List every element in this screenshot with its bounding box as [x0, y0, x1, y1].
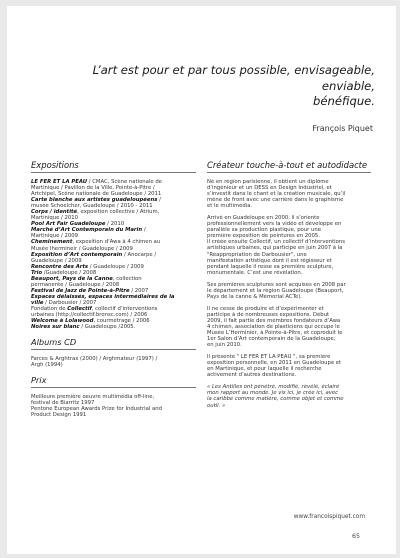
albums-line: Argh (1994)	[31, 362, 63, 369]
exposition-detail: , collectif d’interventions	[91, 305, 158, 312]
albums-line: Farces & Arghtrax (2000) / Arghmateur (1997) /	[31, 356, 158, 363]
albums-heading: Albums CD	[31, 337, 196, 350]
exposition-title: Noires sur blanc	[31, 324, 80, 331]
biography-line: la caribbe comme matière, comme objet et comme	[207, 396, 344, 403]
biography-line: parallèle sa production plastique, pour une	[207, 227, 321, 234]
exposition-title: Collectif	[67, 305, 92, 312]
exposition-detail: , exposition collective / Atrium,	[77, 209, 160, 216]
document-page	[7, 6, 396, 554]
biography-line: "Réappropriation de Darbousier", une	[207, 251, 307, 258]
biography-line: Pays de la canne & Memorial ACTe).	[207, 293, 302, 300]
biography-line: participe à de nombreuses expositions. Début	[207, 311, 330, 318]
prix-line: Product Design 1991	[31, 412, 87, 419]
biography-line: d’ingénieur et un DESS en Design Industriel, et	[207, 185, 332, 192]
exposition-detail: Martinique / 2010	[31, 215, 78, 222]
exposition-title: Welcome à Lolawood	[31, 318, 94, 325]
epigraph-quote	[51, 63, 375, 110]
website-link[interactable]: www.francoispiquet.com	[293, 514, 365, 520]
biography-line: activement d’autres destinations.	[207, 372, 297, 379]
biography-paragraph	[207, 215, 371, 275]
biography-line: Musée L’Herminier, à Pointe-à-Pitre, et coproduit le	[207, 330, 343, 337]
biography-line: Arrivé en Guadeloupe en 2000, il s’oriente	[207, 215, 320, 222]
biography-line: en Martinique, et pour laquelle il recherche	[207, 366, 322, 373]
quote-line: L’art est pour et par tous possible, envisageable, enviable,	[92, 63, 375, 93]
biography-line: manifestation artistique dont il est régisseur et	[207, 257, 332, 264]
biography-line: Il créée ensuite Collectif, un collectif d’interventions	[207, 239, 346, 246]
biography-line: pendant laquelle il resse sa première sculpture,	[207, 263, 334, 270]
exposition-title: Rencontre des Arts	[31, 263, 89, 270]
exposition-title: Corps / identité	[31, 209, 78, 216]
exposition-detail: /	[142, 227, 146, 234]
exposition-title: Festival de Jazz de Pointe-à-Pitre	[31, 287, 130, 294]
exposition-title: Marché d’Art Contemporain du Marin	[31, 227, 143, 234]
expositions-list	[31, 179, 196, 330]
biography-paragraph	[207, 179, 371, 209]
exposition-detail: / CMAC, Scène nationale de	[87, 179, 162, 185]
exposition-detail: / 2007	[129, 287, 149, 294]
prix-line: Meilleure première oeuvre multimédia off-line,	[31, 394, 155, 401]
exposition-detail: musée Schoelcher, Guadeloupe / 2010 - 2011	[31, 203, 153, 210]
biography-line: Né en région parisienne, il obtient un diplôme	[207, 179, 329, 185]
biography-line: en juin 2010.	[207, 342, 242, 349]
exposition-detail: , collection	[112, 275, 142, 282]
exposition-detail: Fondation de	[31, 305, 68, 312]
exposition-title: Carte blanche aux artistes guadeloupéens	[31, 197, 158, 204]
biography-line: et le multimédia.	[207, 203, 253, 210]
biography-heading: Créateur touche-à-tout et autodidacte	[207, 160, 371, 173]
exposition-title: Pool Art Fair Guadeloupe	[31, 221, 106, 228]
biography-line: mon rapport au monde. Je vis ici, je crée ici, avec	[207, 390, 339, 397]
exposition-detail: Guadeloupe / 2009	[31, 257, 82, 264]
exposition-title: Beauport, Pays de la Canne	[31, 275, 113, 282]
exposition-detail: / 2010	[105, 221, 125, 228]
biography-line: le département et la région Guadeloupe (Beauport,	[207, 287, 344, 294]
artist-quote-paragraph	[207, 384, 371, 408]
right-column	[207, 160, 371, 415]
exposition-detail: / Anocarpe /	[122, 251, 157, 258]
left-column	[31, 160, 196, 418]
prix-heading: Prix	[31, 375, 196, 388]
exposition-detail: /	[157, 197, 161, 204]
exposition-detail: , courmétrage / 2006	[93, 318, 150, 325]
exposition-title: Exposition d’Art contemporain	[31, 251, 123, 258]
biography-paragraph	[207, 354, 371, 378]
exposition-title: Cheminement	[31, 239, 73, 246]
exposition-detail: Martinique / Pavillon de la Ville, Pointe-à-Pitre /	[31, 185, 155, 192]
expositions-heading: Expositions	[31, 160, 196, 173]
page-number: 65	[351, 533, 360, 540]
exposition-detail: urbaines (http://collectif.bronsc.com) / 2006	[31, 312, 148, 319]
exposition-detail: / Guadeloupe /2005.	[79, 324, 136, 331]
exposition-detail: /Guadeloupe / 2008	[42, 269, 97, 276]
exposition-detail: Martinique / 2009	[31, 233, 78, 240]
biography-paragraph	[207, 282, 371, 300]
exposition-title: Trio	[31, 269, 43, 276]
biography-line: s’investit dans le chant et la création musicale, qu’il	[207, 191, 346, 198]
biography-line: artistiques urbaines, qui participe en juin 2007 à la	[207, 245, 343, 252]
biography-line: exposition personnelle, en 2011 en Guadeloupe et	[207, 360, 342, 367]
biography-line: « Les Antilles ont pénétré, modifié, révélé, éclairé	[207, 384, 340, 391]
exposition-detail: / Guadeloupe / 2009	[88, 263, 144, 270]
quote-line: bénéfique.	[313, 94, 375, 108]
exposition-detail: Artchipel, Scène nationale de Guadeloupe / 2011	[31, 191, 162, 198]
exposition-title: ville	[31, 299, 44, 306]
biography-line: Il ne cesse de produire et d’expérimenter et	[207, 305, 324, 312]
biography-line: professionnellement vers la vidéo et développe en	[207, 221, 342, 228]
biography-text	[207, 179, 371, 409]
exposition-detail: permanente / Guadeloupe / 2008	[31, 281, 120, 288]
biography-line: Ses premières sculptures sont acquises en 2008 par	[207, 281, 346, 288]
biography-line: première exposition de peintures en 2005.	[207, 233, 320, 240]
exposition-detail: , exposition d’Awa à 4 chimen au	[72, 239, 161, 246]
biography-line: 1er Salon d’Art contemporain de la Guadeloupe,	[207, 336, 336, 343]
prix-line: festival de Biarritz 1997	[31, 400, 95, 407]
biography-line: outil. »	[207, 402, 226, 409]
biography-line: mène de front avec une carrière dans le graphisme	[207, 197, 344, 204]
biography-line: monumentale. C’est une révélation.	[207, 269, 303, 276]
exposition-title: Espaces délaissés, espaces intermédiaires de la	[31, 293, 175, 300]
biography-line: 4 chimen, association de plasticiens qui occupe le	[207, 323, 340, 330]
biography-line: Il présente " LE FER ET LA PEAU ", sa première	[207, 354, 331, 361]
biography-paragraph	[207, 306, 371, 348]
exposition-detail: / Darbousier / 2007	[43, 299, 97, 306]
exposition-detail: Musée Ihermineir / Guadeloupe / 2009	[31, 245, 133, 252]
biography-line: 2009, il fait partie des membres fondateurs d’Awa	[207, 317, 341, 324]
exposition-title: LE FER ET LA PEAU	[31, 179, 88, 185]
quote-author: François Piquet	[312, 124, 373, 133]
prix-line: Pentone European Awards Prize for Industrial and	[31, 406, 162, 413]
